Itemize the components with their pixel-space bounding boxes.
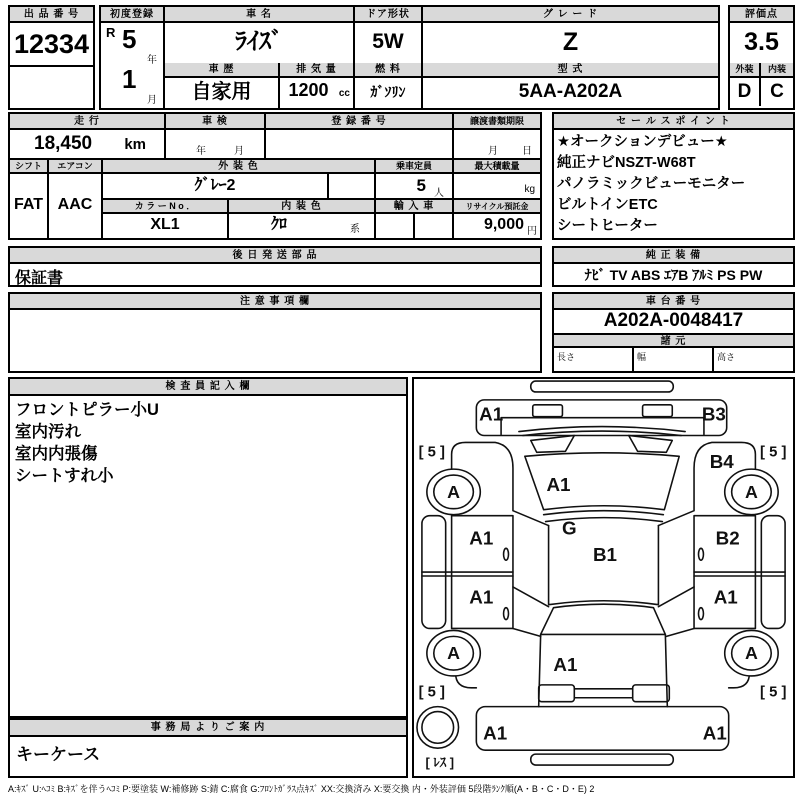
car-name-label: 車 名 xyxy=(165,7,353,23)
interior-color-value: ｸﾛ xyxy=(270,216,287,233)
interior-grade-value: C xyxy=(770,81,784,102)
interior-color-unit: 系 xyxy=(350,224,360,235)
tire-mark-front-left: [ 5 ] xyxy=(418,444,445,461)
displacement-unit: cc xyxy=(338,88,350,99)
legend-text: A:ｷｽﾞ U:ﾍｺﾐ B:ｷｽﾞを伴うﾍｺﾐ P:要塗装 W:補修跡 S:錆 C:腐食 G:ﾌﾛﾝﾄｶﾞﾗｽ点ｷｽﾞ XX:交換済み X:要交換 内・外装評価 5段階ﾗﾝｸ順(A・B・C・D・E) 2 xyxy=(8,784,595,794)
mileage-label: 走 行 xyxy=(10,114,164,130)
lot-number-label: 出 品 番 号 xyxy=(10,7,93,23)
tire-mark-rear-right: [ 5 ] xyxy=(760,684,787,701)
door-shape-label: ドア形状 xyxy=(355,7,421,23)
damage-labels xyxy=(419,404,787,770)
inspection-year-unit: 年 xyxy=(196,146,206,157)
spec-length-cell: 長さ xyxy=(554,348,634,371)
recycle-cell xyxy=(454,214,540,238)
sales-point-line: ★オークションデビュー★ xyxy=(557,134,728,150)
max-load-unit: kg xyxy=(524,184,535,195)
recycle-label: リサイクル預託金 xyxy=(454,200,540,214)
history-value: 自家用 xyxy=(191,81,252,103)
office-notice-label: 事 務 局 よ り ご 案 内 xyxy=(10,720,406,737)
wheel-mark-front-right: A xyxy=(745,481,758,502)
grade-cell xyxy=(423,7,718,108)
exterior-grade-value: D xyxy=(730,78,761,106)
genuine-equipment-box xyxy=(552,246,795,287)
first-registration-era: R xyxy=(106,25,116,40)
genuine-equipment-value: ﾅﾋﾞ TV ABS ｴｱB ｱﾙﾐ PS PW xyxy=(584,267,763,283)
genuine-equipment-label: 純 正 装 備 xyxy=(554,248,793,264)
sales-point-line: パノラミックビューモニター xyxy=(557,176,746,192)
damage-label-glass: G xyxy=(562,517,577,539)
door-shape-cell xyxy=(355,7,423,108)
sales-points-label: セ ー ル ス ポ イ ン ト xyxy=(554,114,793,130)
color-no-value: XL1 xyxy=(103,214,229,238)
fuel-value: ｶﾞｿﾘﾝ xyxy=(370,84,406,100)
aircon-label: エアコン xyxy=(49,160,101,174)
tire-mark-rear-left: [ 5 ] xyxy=(418,684,445,701)
capacity-unit: 人 xyxy=(434,188,444,199)
inspector-notes-box xyxy=(8,377,408,718)
recycle-unit: 円 xyxy=(527,226,537,237)
first-registration-year: 5 xyxy=(122,24,137,54)
score-value: 3.5 xyxy=(744,28,779,56)
registration-number-cell xyxy=(266,114,454,160)
mileage-cell xyxy=(10,114,166,160)
displacement-cell xyxy=(280,63,353,108)
damage-diagram-box xyxy=(412,377,795,778)
wheel-mark-front-left: A xyxy=(447,481,461,502)
exterior-color-empty-cell xyxy=(329,174,374,200)
chassis-box xyxy=(552,292,795,373)
lot-number-value: 12334 xyxy=(13,29,90,59)
recycle-value: 9,000 xyxy=(483,216,524,233)
office-notice-box xyxy=(8,718,408,778)
registration-number-value xyxy=(266,130,452,158)
model-code-value: 5AA-A202A xyxy=(518,81,623,102)
capacity-label: 乗車定員 xyxy=(376,160,452,174)
sales-point-line: 純正ナビNSZT-W68T xyxy=(557,155,696,171)
later-parts-label: 後 日 発 送 部 品 xyxy=(10,248,540,264)
model-code-label: 型 式 xyxy=(423,63,718,78)
aircon-cell xyxy=(49,160,103,238)
spec-height-cell: 高さ xyxy=(717,352,736,362)
lot-number-empty-cell xyxy=(10,65,93,108)
inspector-note-line: 室内内張傷 xyxy=(15,445,98,463)
specs-label: 諸 元 xyxy=(554,333,793,348)
transfer-month-unit: 月 xyxy=(488,146,498,157)
first-registration-year-unit: 年 xyxy=(147,55,157,66)
vehicle-header-table xyxy=(99,5,720,110)
interior-grade-label: 内装 xyxy=(761,63,793,78)
chassis-number-label: 車 台 番 号 xyxy=(554,294,793,310)
history-cell xyxy=(165,63,280,108)
chassis-number-value: A202A-0048417 xyxy=(603,310,744,331)
interior-color-label: 内 装 色 xyxy=(229,200,374,214)
color-no-label: カ ラ ー N o ． xyxy=(103,200,229,214)
import-car-label: 輸 入 車 xyxy=(376,200,452,214)
exterior-color-value: ｸﾞﾚｰ2 xyxy=(103,174,329,200)
load-recycle-block xyxy=(454,160,540,238)
wheel-mark-rear-left: A xyxy=(447,643,461,664)
condition-table xyxy=(8,112,542,240)
damage-label-roof: B1 xyxy=(592,544,617,566)
first-registration-month: 1 xyxy=(122,64,137,94)
aircon-value: AAC xyxy=(57,196,93,213)
score-label: 評価点 xyxy=(730,7,793,23)
damage-label-rear-bumper-right: A1 xyxy=(702,722,727,744)
tire-mark-front-right: [ 5 ] xyxy=(760,444,787,461)
lot-number-box xyxy=(8,5,95,110)
damage-label-door-rear-right: A1 xyxy=(713,586,738,608)
caution-value xyxy=(14,312,536,369)
grade-label: グ レ ー ド xyxy=(423,7,718,23)
door-shape-value: 5W xyxy=(372,30,404,53)
inspection-month-unit: 月 xyxy=(234,146,244,157)
color-block xyxy=(103,160,376,238)
mileage-unit: km xyxy=(124,136,146,153)
grade-value: Z xyxy=(562,28,579,56)
wheel-mark-rear-right: A xyxy=(745,643,758,664)
car-name-cell xyxy=(165,7,355,108)
car-top-view-diagram xyxy=(414,379,793,776)
exterior-color-label: 外 装 色 xyxy=(103,160,374,174)
car-name-value: ﾗｲｽﾞ xyxy=(235,28,283,55)
inspector-note-line: シートすれ小 xyxy=(15,467,114,485)
first-registration-cell xyxy=(101,7,165,108)
damage-label-tailgate: A1 xyxy=(553,654,578,676)
inspector-note-line: 室内汚れ xyxy=(15,423,81,441)
registration-number-label: 登 録 番 号 xyxy=(266,114,452,130)
capacity-cell xyxy=(376,174,452,200)
first-registration-month-unit: 月 xyxy=(147,95,157,106)
inspector-notes-list xyxy=(15,399,402,714)
displacement-label: 排 気 量 xyxy=(280,63,353,78)
inspector-notes-label: 検 査 員 記 入 欄 xyxy=(10,379,406,396)
damage-label-door-front-right: B2 xyxy=(715,527,740,549)
inspection-cell xyxy=(166,114,266,160)
transfer-deadline-label: 譲渡書類期限 xyxy=(454,114,540,130)
sales-point-line: シートヒーター xyxy=(557,218,658,234)
import-car-cell-left xyxy=(376,214,415,238)
shift-label: シフト xyxy=(10,160,47,174)
office-notice-value: キーケース xyxy=(16,745,101,764)
damage-label-front-left: A1 xyxy=(479,403,504,425)
damage-label-fender-front-right: B4 xyxy=(709,451,734,473)
capacity-import-block xyxy=(376,160,454,238)
max-load-cell xyxy=(454,174,540,200)
max-load-label: 最大積載量 xyxy=(454,160,540,174)
inspector-note-line: フロントピラー小U xyxy=(15,401,159,419)
damage-label-door-front-left: A1 xyxy=(469,527,494,549)
damage-label-rear-bumper-left: A1 xyxy=(483,722,508,744)
sales-points-box xyxy=(552,112,795,240)
score-box xyxy=(728,5,795,110)
caution-box xyxy=(8,292,542,373)
exterior-grade-label: 外装 xyxy=(730,63,761,78)
later-parts-value: 保証書 xyxy=(15,270,64,287)
mileage-value: 18,450 xyxy=(34,133,93,154)
car-outline xyxy=(417,381,785,765)
transfer-deadline-cell xyxy=(454,114,540,160)
inspection-label: 車 検 xyxy=(166,114,264,130)
shift-value: FAT xyxy=(13,196,44,213)
displacement-value: 1200 xyxy=(288,80,329,100)
sales-points-list xyxy=(557,132,791,238)
history-label: 車 歴 xyxy=(165,63,278,78)
capacity-value: 5 xyxy=(416,176,426,195)
fuel-label: 燃 料 xyxy=(355,63,421,78)
sales-point-line: ビルトインETC xyxy=(557,197,658,213)
shift-cell xyxy=(10,160,49,238)
transfer-day-unit: 日 xyxy=(522,146,532,157)
later-parts-box xyxy=(8,246,542,287)
caution-label: 注 意 事 項 欄 xyxy=(10,294,540,310)
spec-width-cell: 幅 xyxy=(634,348,714,371)
damage-label-front-right: B3 xyxy=(701,403,726,425)
damage-label-windshield: A1 xyxy=(546,473,571,495)
import-car-cell-right xyxy=(415,214,452,238)
first-registration-label: 初度登録 xyxy=(101,7,163,23)
spare-tire-mark: [ ﾚｽ ] xyxy=(425,755,455,770)
damage-label-door-rear-left: A1 xyxy=(469,586,494,608)
